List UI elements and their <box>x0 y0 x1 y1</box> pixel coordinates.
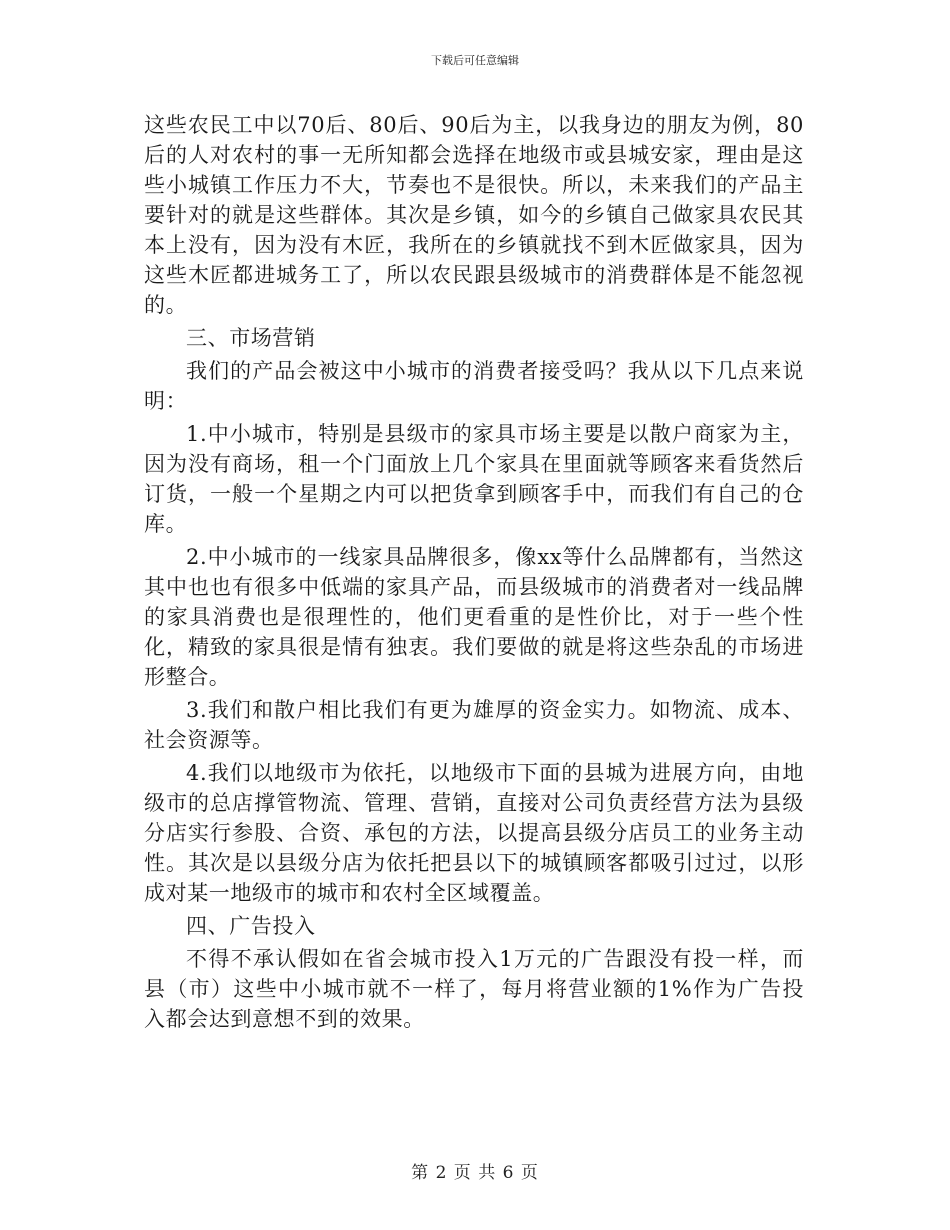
paragraph-marketing-question: 我们的产品会被这中小城市的消费者接受吗？我从以下几点来说明： <box>144 359 804 413</box>
section-heading-advertising: 四、广告投入 <box>186 914 316 938</box>
paragraph-advertising: 不得不承认假如在省会城市投入1万元的广告跟没有投一样，而县（市）这些中小城市就不一样了，每月将营业额的1%作为广告投入都会达到意想不到的效果。 <box>144 947 804 1031</box>
page-header: 下载后可任意编辑 <box>431 54 519 67</box>
paragraph-migrant-workers: 这些农民工中以70后、80后、90后为主，以我身边的朋友为例，80后的人对农村的事一无所知都会选择在地级市或县城安家，理由是这些小城镇工作压力不大，节奏也不是很快。所以，未来我们的产品主要针对的就是这些群体。其次是乡镇，如今的乡镇自己做家具农民其本上没有，因为没有木匠，我所在的乡镇就找不到木匠做家具，因为这些木匠都进城务工了，所以农民跟县级城市的消费群体是不能忽视的。 <box>144 113 804 317</box>
paragraph-point-2: 2.中小城市的一线家具品牌很多，像xx等什么品牌都有，当然这其中也也有很多中低端的家具产品，而县级城市的消费者对一线品牌的家具消费也是很理性的，他们更看重的是性价比，对于一些个性化，精致的家具很是情有独衷。我们要做的就是将这些杂乱的市场进形整合。 <box>144 545 804 689</box>
section-heading-marketing: 三、市场营销 <box>186 326 316 350</box>
page-footer: 第 2 页 共 6 页 <box>411 1163 539 1183</box>
paragraph-point-4: 4.我们以地级市为依托，以地级市下面的县城为进展方向，由地级市的总店撑管物流、管理、营销，直接对公司负责经营方法为县级分店实行参股、合资、承包的方法，以提高县级分店员工的业务主动性。其次是以县级分店为依托把县以下的城镇顾客都吸引过过，以形成对某一地级市的城市和农村全区域覆盖。 <box>144 761 804 905</box>
paragraph-point-1: 1.中小城市，特别是县级市的家具市场主要是以散户商家为主，因为没有商场，租一个门面放上几个家具在里面就等顾客来看货然后订货，一般一个星期之内可以把货拿到顾客手中，而我们有自己的仓库。 <box>144 422 804 536</box>
document-body <box>144 110 804 1034</box>
paragraph-point-3: 3.我们和散户相比我们有更为雄厚的资金实力。如物流、成本、社会资源等。 <box>144 698 804 752</box>
